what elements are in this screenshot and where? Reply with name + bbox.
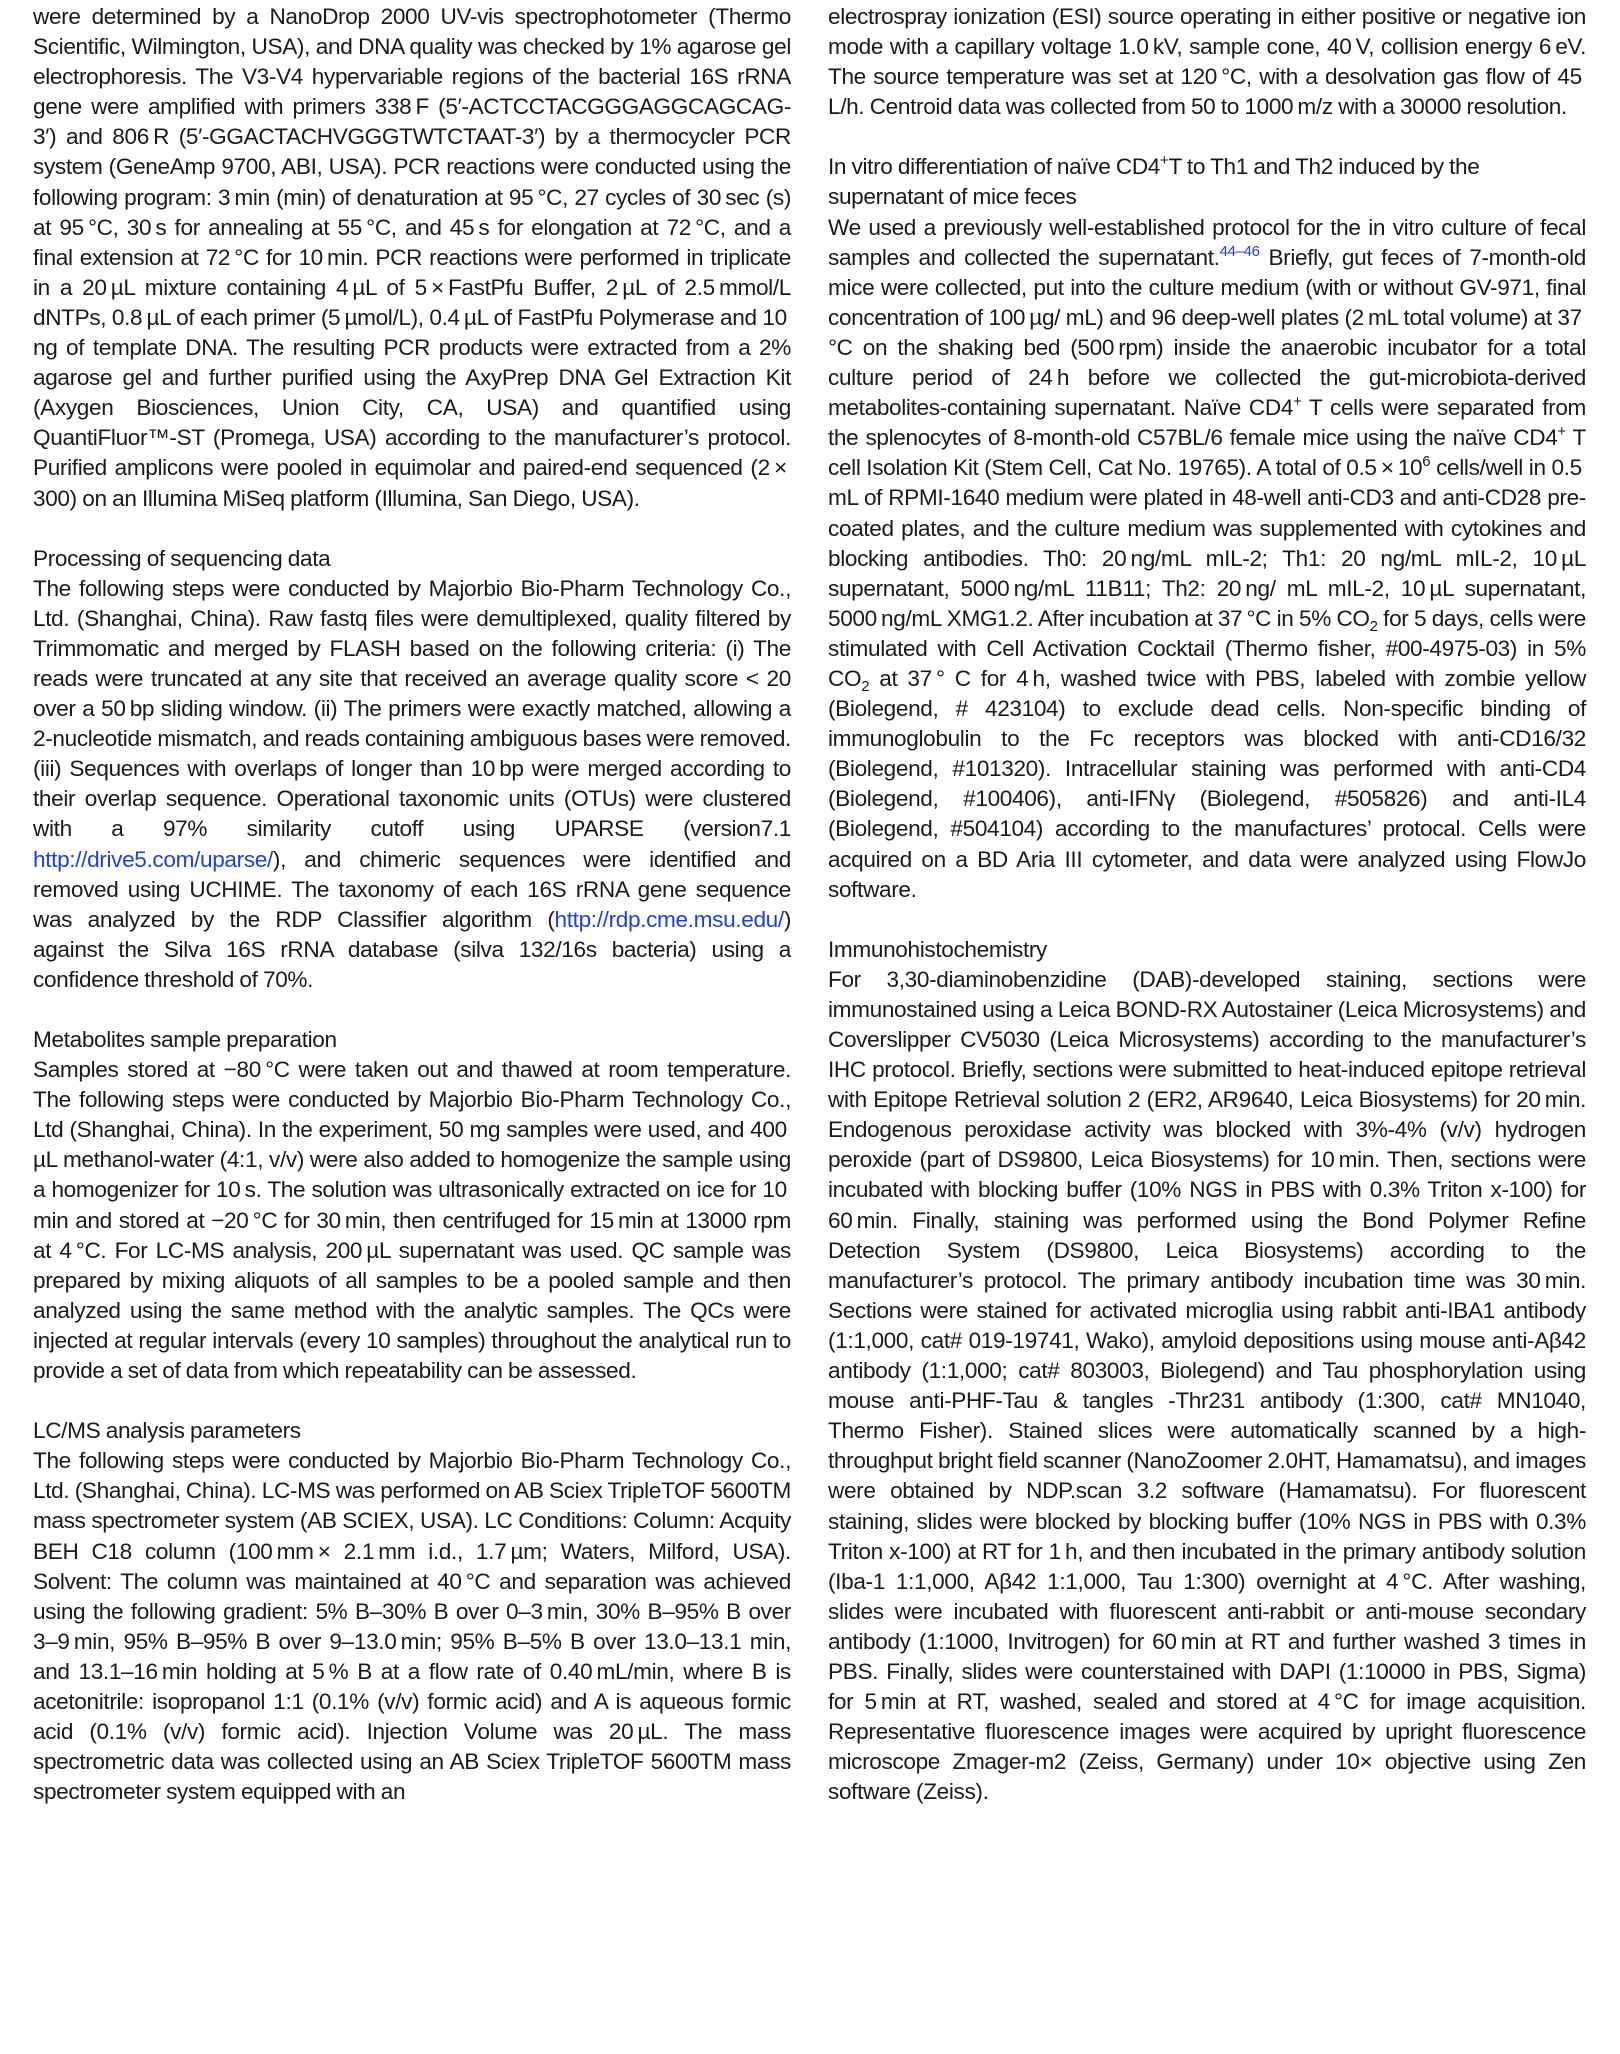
body-text: T cells were separated from the splenocytes of 8-month-old C57BL/6 female mice using the naïve CD4	[828, 395, 1587, 451]
section-body: For 3,30-diaminobenzidine (DAB)-developed staining, sections were immunostained using a Leica BOND-RX Autostainer (Leica Microsystems) and Coverslipper CV5030 (Leica Microsystems) according to the manufacturer’s IHC protocol. Briefly, sections were submitted to heat-induced epitope retrieval with Epitope Retrieval solution 2 (ER2, AR9640, Leica Biosystems) for 20 min. Endogenous peroxidase activity was blocked with 3%-4% (v/v) hydrogen peroxide (part of DS9800, Leica Biosystems) for 10 min. Then, sections were incubated with blocking buffer (10% NGS in PBS with 0.3% Triton x-100) for 60 min. Finally, staining was performed using the Bond Polymer Refine Detection System (DS9800, Leica Biosystems) according to the manufacturer’s protocol. The primary antibody incubation time was 30 min. Sections were stained for activated microglia using rabbit anti-IBA1 antibody (1:1,000, cat# 019-19741, Wako), amyloid depositions using mouse anti-Aβ42 antibody (1:1,000; cat# 803003, Biolegend) and Tau phosphorylation using mouse anti-PHF-Tau & tangles -Thr231 antibody (1:300, cat# MN1040, Thermo Fisher). Stained slices were automatically scanned by a high-throughput bright field scanner (NanoZoomer 2.0HT, Hamamatsu), and images were obtained by NDP.scan 3.2 software (Hamamatsu). For fluorescent staining, slides were blocked by blocking buffer (10% NGS in PBS with 0.3% Triton x-100) at RT for 1 h, and then incubated in the primary antibody solution (Iba-1 1:1,000, Aβ42 1:1,000, Tau 1:300) overnight at 4 °C. After washing, slides were incubated with fluorescent anti-rabbit or anti-mouse secondary antibody (1:1000, Invitrogen) for 60 min at RT and further washed 3 times in PBS. Finally, slides were counterstained with DAPI (1:10000 in PBS, Sigma) for 5 min at RT, washed, sealed and stored at 4 °C for image acquisition. Representative fluorescence images were acquired by upright fluorescence microscope Zmager-m2 (Zeiss, Germany) under 10× objective using Zen software (Zeiss).	[828, 966, 1586, 1805]
body-text: Briefly, gut feces of 7-month-old mice were collected, put into the culture medium (with or without GV-971, final concentration of 100 µg/ mL) and 96 deep-well plates (2 mL total volume) at 37 °C on the shaking bed (500 rpm) inside the anaerobic incubator for a total culture period of 24 h before we collected the gut-microbiota-derived metabolites-containing supernatant. Naïve CD4	[828, 244, 1586, 421]
section-metabolites-sample-preparation	[33, 1025, 791, 1386]
section-in-vitro-differentiation	[828, 152, 1586, 904]
rdp-link[interactable]: http://rdp.cme.msu.edu/	[554, 906, 784, 932]
subscript-2: 2	[861, 677, 870, 695]
body-text: ), and chimeric sequences were identified and removed using UCHIME. The taxonomy of each 16S rRNA gene sequence was analyzed by the RDP Classifier algorithm (	[33, 846, 791, 932]
section-body	[33, 574, 791, 995]
body-text: We used a previously well-established protocol for the in vitro culture of fecal samples and collected the supernatant.	[828, 214, 1586, 270]
section-body: The following steps were conducted by Majorbio Bio-Pharm Technology Co., Ltd. (Shanghai, China). LC-MS was performed on AB Sciex TripleTOF 5600TM mass spectrometer system (AB SCIEX, USA). LC Conditions: Column: Acquity BEH C18 column (100 mm × 2.1 mm i.d., 1.7 µm; Waters, Milford, USA). Solvent: The column was maintained at 40 °C and separation was achieved using the following gradient: 5% B–30% B over 0–3 min, 30% B–95% B over 3–9 min, 95% B–95% B over 9–13.0 min; 95% B–5% B over 13.0–13.1 min, and 13.1–16 min holding at 5 % B at a flow rate of 0.40 mL/min, where B is acetonitrile: isopropanol 1:1 (0.1% (v/v) formic acid) and A is aqueous formic acid (0.1% (v/v) formic acid). Injection Volume was 20 µL. The mass spectrometric data was collected using an AB Sciex TripleTOF 5600TM mass spectrometer system equipped with an	[33, 1448, 791, 1805]
citation-ref-44-46[interactable]: 44–46	[1219, 242, 1260, 260]
uparse-link[interactable]: http://drive5.com/uparse/	[33, 846, 273, 872]
body-text: at 37 ° C for 4 h, washed twice with PBS, labeled with zombie yellow (Biolegend, # 423104) to exclude dead cells. Non-specific binding of immunoglobulin to the Fc receptors was blocked with anti-CD16/32 (Biolegend, #101320). Intracellular staining was performed with anti-CD4 (Biolegend, #100406), anti-IFNγ (Biolegend, #505826) and anti-IL4 (Biolegend, #504104) according to the manufactures’ protocal. Cells were acquired on a BD Aria III cytometer, and data were analyzed using FlowJo software.	[828, 665, 1586, 902]
body-text: ) against the Silva 16S rRNA database (silva 132/16s bacteria) using a confidence threshold of 70%.	[33, 906, 791, 992]
section-body	[828, 213, 1586, 905]
section-heading: LC/MS analysis parameters	[33, 1418, 301, 1444]
section-heading: Metabolites sample preparation	[33, 1027, 337, 1052]
left-column	[33, 2, 791, 1807]
continued-paragraph: were determined by a NanoDrop 2000 UV-vis spectrophotometer (Thermo Scientific, Wilmington, USA), and DNA quality was checked by 1% agarose gel electrophoresis. The V3-V4 hypervariable regions of the bacterial 16S rRNA gene were amplified with primers 338 F (5′-ACTCCTACGGGAGGCAGCAG-3′) and 806 R (5′-GGACTACHVGGGTWTCTAAT-3′) by a thermocycler PCR system (GeneAmp 9700, ABI, USA). PCR reactions were conducted using the following program: 3 min (min) of denaturation at 95 °C, 27 cycles of 30 sec (s) at 95 °C, 30 s for annealing at 55 °C, and 45 s for elongation at 72 °C, and a final extension at 72 °C for 10 min. PCR reactions were performed in triplicate in a 20 µL mixture containing 4 µL of 5 × FastPfu Buffer, 2 µL of 2.5 mmol/L dNTPs, 0.8 µL of each primer (5 µmol/L), 0.4 µL of FastPfu Polymerase and 10 ng of template DNA. The resulting PCR products were extracted from a 2% agarose gel and further purified using the AxyPrep DNA Gel Extraction Kit (Axygen Biosciences, Union City, CA, USA) and quantified using QuantiFluor™-ST (Promega, USA) according to the manufacturer’s protocol. Purified amplicons were pooled in equimolar and paired-end sequenced (2 × 300) on an Illumina MiSeq platform (Illumina, San Diego, USA).	[33, 4, 791, 511]
heading-text: T to Th1 and Th2 induced by the supernatant of mice feces	[828, 154, 1480, 210]
section-heading: Immunohistochemistry	[828, 936, 1048, 962]
body-text: T cell Isolation Kit (Stem Cell, Cat No. 19765). A total of 0.5 × 10	[828, 425, 1586, 481]
body-text: for 5 days, cells were stimulated with Cell Activation Cocktail (Thermo fisher, #00-4975-03) in 5% CO	[828, 605, 1586, 691]
section-lcms-analysis-parameters	[33, 1416, 791, 1807]
section-heading	[828, 152, 1586, 212]
superscript-plus: +	[1160, 152, 1169, 170]
continued-paragraph: electrospray ionization (ESI) source operating in either positive or negative ion mode with a capillary voltage 1.0 kV, sample cone, 40 V, collision energy 6 eV. The source temperature was set at 120 °C, with a desolvation gas flow of 45 L/h. Centroid data was collected from 50 to 1000 m/z with a 30000 resolution.	[828, 4, 1586, 120]
superscript-plus: +	[1293, 393, 1302, 411]
right-column	[828, 2, 1586, 1807]
section-processing-sequencing-data	[33, 544, 791, 995]
heading-text: In vitro differentiation of naïve CD4	[828, 154, 1161, 180]
subscript-2: 2	[1369, 617, 1378, 635]
body-text: cells/well in 0.5 mL of RPMI-1640 medium were plated in 48-well anti-CD3 and anti-CD28 pre-coated plates, and the culture medium was supplemented with cytokines and blocking antibodies. Th0: 20 ng/mL mIL-2; Th1: 20 ng/mL mIL-2, 10 µL supernatant, 5000 ng/mL 11B11; Th2: 20 ng/ mL mIL-2, 10 µL supernatant, 5000 ng/mL XMG1.2. After incubation at 37 °C in 5% CO	[828, 455, 1586, 631]
section-heading: Processing of sequencing data	[33, 545, 331, 571]
superscript-exponent: 6	[1422, 453, 1431, 471]
body-text: The following steps were conducted by Majorbio Bio-Pharm Technology Co., Ltd. (Shanghai, China). Raw fastq files were demultiplexed, quality filtered by Trimmomatic and merged by FLASH based on the following criteria: (i) The reads were truncated at any site that received an average quality score < 20 over a 50 bp sliding window. (ii) The primers were exactly matched, allowing a 2-nucleotide mismatch, and reads containing ambiguous bases were removed. (iii) Sequences with overlaps of longer than 10 bp were merged according to their overlap sequence. Operational taxonomic units (OTUs) were clustered with a 97% similarity cutoff using UPARSE (version7.1	[33, 575, 791, 842]
superscript-plus: +	[1557, 423, 1566, 441]
section-immunohistochemistry	[828, 935, 1586, 1808]
section-body: Samples stored at −80 °C were taken out and thawed at room temperature. The following steps were conducted by Majorbio Bio-Pharm Technology Co., Ltd (Shanghai, China). In the experiment, 50 mg samples were used, and 400 µL methanol-water (4:1, v/v) were also added to homogenize the sample using a homogenizer for 10 s. The solution was ultrasonically extracted on ice for 10 min and stored at −20 °C for 30 min, then centrifuged for 15 min at 13000 rpm at 4 °C. For LC-MS analysis, 200 µL supernatant was used. QC sample was prepared by mixing aliquots of all samples to be a pooled sample and then analyzed using the same method with the analytic samples. The QCs were injected at regular intervals (every 10 samples) throughout the analytical run to provide a set of data from which repeatability can be assessed.	[33, 1057, 791, 1384]
